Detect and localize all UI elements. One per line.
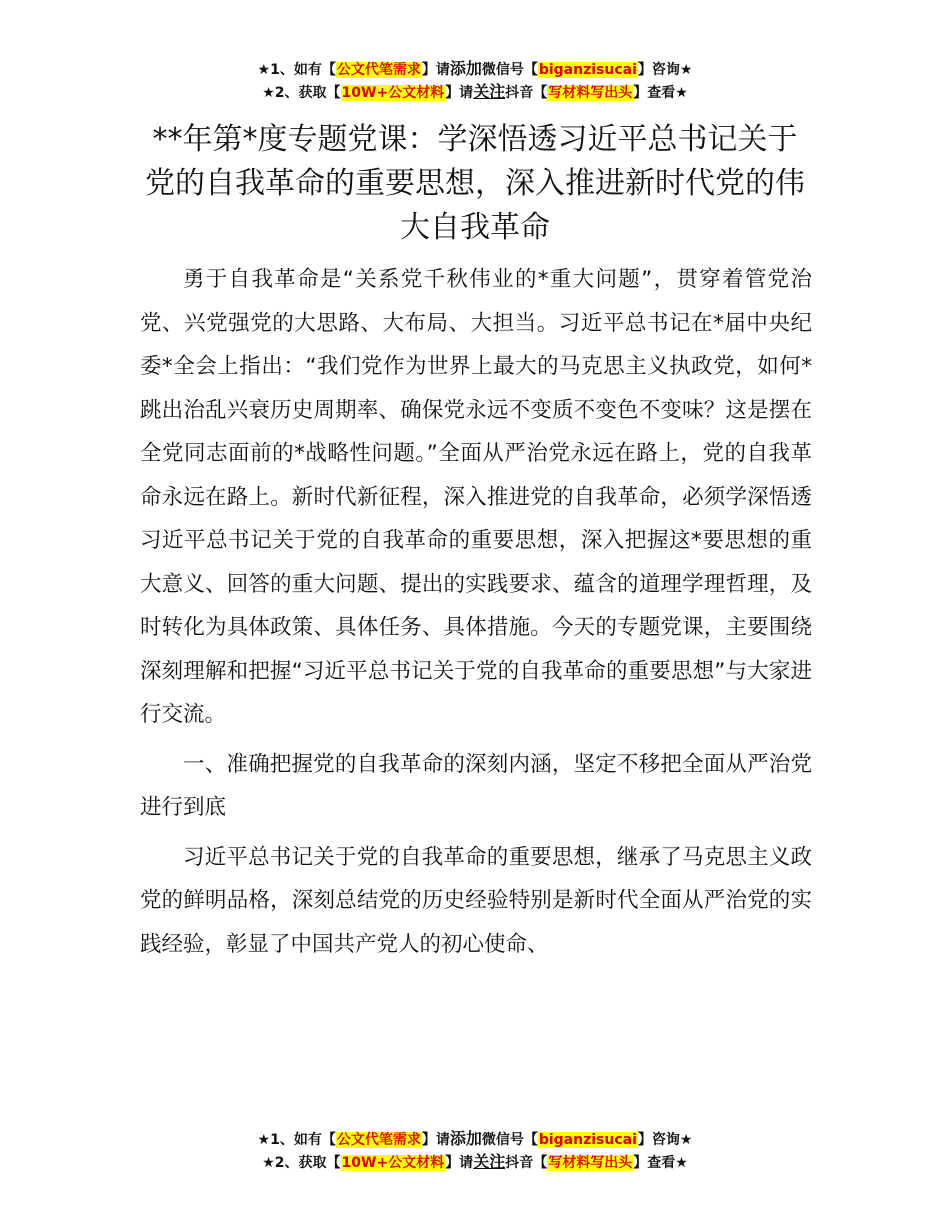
- promo-highlight: biganzisucai: [538, 1132, 637, 1148]
- promo-text: 】查看★: [633, 85, 688, 101]
- header-promo: [0, 58, 950, 104]
- promo-text: 】查看★: [633, 1155, 688, 1171]
- promo-text: 】请: [445, 85, 474, 101]
- promo-text: 】请: [421, 1132, 450, 1148]
- promo-text: 】请: [445, 1155, 474, 1171]
- promo-text: 抖音【: [505, 1155, 548, 1171]
- promo-text: 关注: [473, 82, 506, 101]
- promo-text: ★1、如有【: [257, 62, 336, 78]
- promo-text: ★2、获取【: [262, 1155, 341, 1171]
- promo-highlight: 10W+公文材料: [341, 1155, 445, 1171]
- promo-text: 】请: [421, 62, 450, 78]
- promo-line-1: [0, 58, 950, 81]
- promo-text: 】咨询★: [637, 1132, 693, 1148]
- promo-text: 添加: [449, 59, 482, 78]
- promo-highlight: biganzisucai: [538, 62, 637, 78]
- footer-promo: [0, 1128, 950, 1174]
- promo-highlight: 写材料写出头: [548, 1155, 633, 1171]
- promo-highlight: 公文代笔需求: [336, 62, 421, 78]
- promo-highlight: 10W+公文材料: [341, 85, 445, 101]
- body-paragraph: 勇于自我革命是“关系党千秋伟业的*重大问题”，贯穿着管党治党、兴党强党的大思路、大布局、大担当。习近平总书记在*届中央纪委*全会上指出：“我们党作为世界上最大的马克思主义执政党，如何*跳出治乱兴衰历史周期率、确保党永远不变质不变色不变味？这是摆在全党同志面前的*战略性问题。”全面从严治党永远在路上，党的自我革命永远在路上。新时代新征程，深入推进党的自我革命，必须学深悟透习近平总书记关于党的自我革命的重要思想，深入把握这*要思想的重大意义、回答的重大问题、提出的实践要求、蕴含的道理学理哲理，及时转化为具体政策、具体任务、具体措施。今天的专题党课，主要围绕深刻理解和把握“习近平总书记关于党的自我革命的重要思想”与大家进行交流。: [140, 267, 812, 727]
- document-body: [140, 258, 812, 972]
- promo-text: 微信号【: [481, 62, 538, 78]
- promo-text: 】咨询★: [637, 62, 693, 78]
- promo-text: ★1、如有【: [257, 1132, 336, 1148]
- promo-text: 关注: [473, 1152, 506, 1171]
- section-heading: 一、准确把握党的自我革命的深刻内涵，坚定不移把全面从严治党进行到底: [140, 751, 812, 820]
- promo-text: 微信号【: [481, 1132, 538, 1148]
- promo-line-2: [0, 81, 950, 104]
- promo-text: 抖音【: [505, 85, 548, 101]
- promo-highlight: 写材料写出头: [548, 85, 633, 101]
- document-title: **年第*度专题党课：学深悟透习近平总书记关于党的自我革命的重要思想，深入推进新时代党的伟大自我革命: [145, 122, 805, 245]
- promo-highlight: 公文代笔需求: [336, 1132, 421, 1148]
- promo-line-2: [0, 1151, 950, 1174]
- body-paragraph: 习近平总书记关于党的自我革命的重要思想，继承了马克思主义政党的鲜明品格，深刻总结党的历史经验特别是新时代全面从严治党的实践经验，彰显了中国共产党人的初心使命、: [140, 844, 812, 957]
- promo-text: 添加: [449, 1129, 482, 1148]
- promo-text: ★2、获取【: [262, 85, 341, 101]
- promo-line-1: [0, 1128, 950, 1151]
